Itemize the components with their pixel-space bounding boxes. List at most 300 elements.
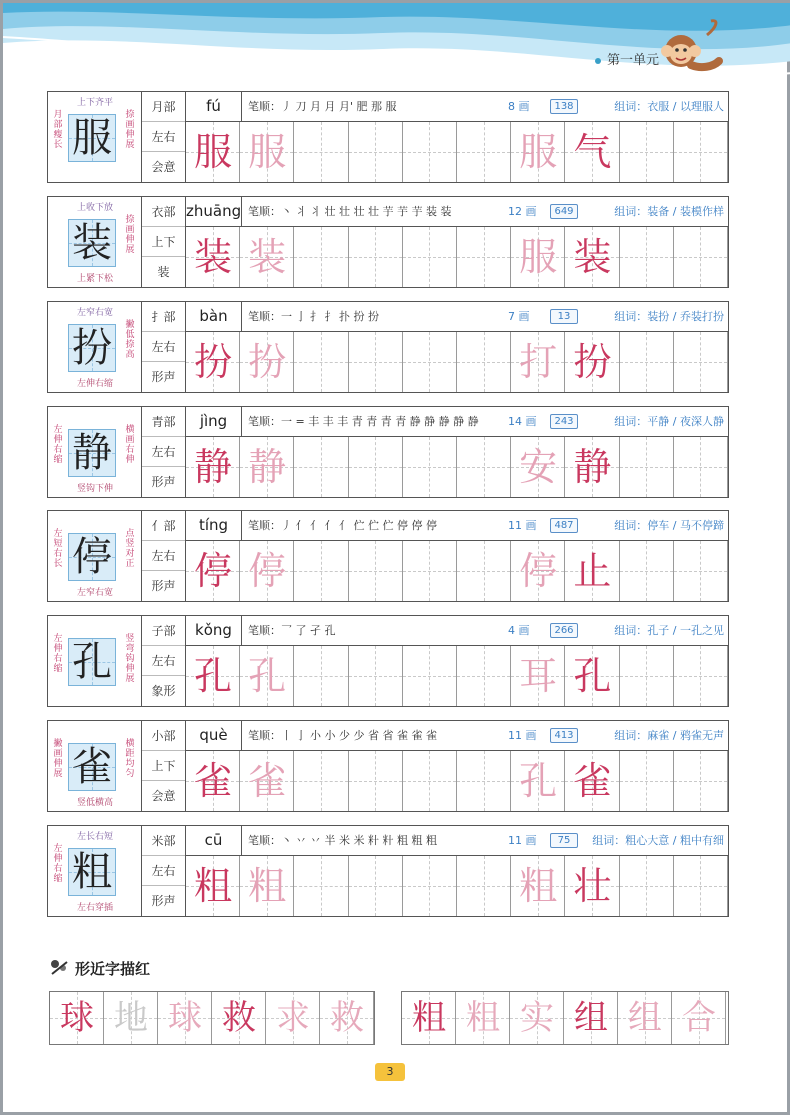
grid-character: 静: [248, 445, 287, 489]
pinyin: cū: [186, 826, 242, 856]
main-character-box: [48, 511, 142, 601]
writing-cell[interactable]: [511, 541, 565, 601]
main-character-box: [48, 302, 142, 392]
word-examples: 组词：平静 / 夜深人静: [614, 415, 724, 428]
writing-cell[interactable]: [186, 332, 240, 392]
writing-grid: [186, 332, 728, 392]
writing-cell[interactable]: [620, 332, 674, 392]
writing-cell[interactable]: [457, 856, 511, 916]
writing-tip-left: 左伸右缩: [53, 844, 63, 884]
stroke-info-row: [186, 302, 728, 332]
writing-tip-right: 撇低捺高: [125, 320, 135, 360]
writing-cell[interactable]: [240, 856, 294, 916]
stroke-order: 笔顺：丨 亅 小 小 少 少 省 省 雀 雀 雀: [248, 729, 437, 742]
practice-cell[interactable]: [618, 992, 672, 1044]
character-info-column: [142, 407, 186, 497]
main-character-box: [48, 197, 142, 287]
writing-tip-top: 上收下放: [76, 203, 113, 213]
writing-grid: [186, 751, 728, 811]
grid-character: 服: [519, 130, 558, 174]
radical-label: 月部: [142, 92, 185, 122]
grid-character: [294, 332, 348, 392]
main-character: 服: [72, 115, 112, 161]
grid-character: 扮: [573, 340, 612, 384]
stroke-count: 11 画: [508, 834, 537, 847]
practice-cell[interactable]: [50, 992, 104, 1044]
character-entry: [47, 825, 729, 917]
stroke-order: 笔顺：乛 了 孑 孔: [248, 624, 336, 637]
practice-cell[interactable]: [402, 992, 456, 1044]
writing-cell[interactable]: [403, 856, 457, 916]
grid-character: 装: [573, 235, 612, 279]
grid-character: 停: [519, 549, 558, 593]
stroke-count: 4 画: [508, 624, 530, 637]
writing-cell[interactable]: [349, 227, 403, 287]
writing-cell[interactable]: [565, 437, 619, 497]
monkey-mascot-icon: [661, 17, 723, 79]
stroke-info-row: [186, 407, 728, 437]
writing-tip-left: 撇画伸展: [53, 739, 63, 779]
writing-grid: [186, 856, 728, 916]
writing-cell[interactable]: [403, 541, 457, 601]
writing-cell[interactable]: [186, 856, 240, 916]
word-examples: 组词：麻雀 / 鸦雀无声: [614, 729, 724, 742]
practice-character: 救: [222, 998, 256, 1038]
stroke-order: 笔顺：丶 丷 丷 半 米 米 籵 籵 粗 粗 粗: [248, 834, 437, 847]
grid-character: [674, 122, 728, 182]
writing-grid: [186, 122, 728, 182]
main-character: 粗: [72, 849, 112, 895]
grid-character: [403, 541, 457, 601]
writing-cell[interactable]: [294, 541, 348, 601]
radical-label: 子部: [142, 616, 185, 646]
practice-character: 球: [168, 998, 202, 1038]
writing-grid: [186, 227, 728, 287]
grid-character: [349, 646, 403, 706]
writing-cell[interactable]: [457, 332, 511, 392]
writing-cell[interactable]: [457, 227, 511, 287]
practice-group-2: [401, 991, 729, 1045]
writing-cell[interactable]: [186, 541, 240, 601]
writing-cell[interactable]: [565, 646, 619, 706]
formation-label: 象形: [151, 684, 176, 698]
dictionary-page-badge: 138: [550, 99, 578, 114]
word-examples: 组词：装备 / 装模作样: [614, 205, 724, 218]
grid-character: 雀: [248, 759, 287, 803]
practice-character: 粗: [466, 998, 500, 1038]
dictionary-page-badge: 243: [550, 414, 578, 429]
writing-cell[interactable]: [403, 227, 457, 287]
writing-tip-left: 左短右长: [53, 529, 63, 569]
main-character-box: [48, 721, 142, 811]
writing-cell[interactable]: [403, 646, 457, 706]
main-character: 静: [72, 430, 112, 476]
writing-cell[interactable]: [294, 332, 348, 392]
writing-tip-bottom: 左右穿插: [76, 903, 113, 913]
writing-cell[interactable]: [240, 122, 294, 182]
practice-group-1: [49, 991, 375, 1045]
writing-tip-top: 左窄右宽: [76, 308, 113, 318]
radical-label: 衣部: [142, 197, 185, 227]
grid-character: [349, 332, 403, 392]
writing-cell[interactable]: [620, 856, 674, 916]
grid-character: 静: [193, 445, 232, 489]
grid-character: [620, 227, 674, 287]
writing-tip-top: 上下齐平: [76, 98, 113, 108]
writing-cell[interactable]: [240, 541, 294, 601]
grid-character: 扮: [193, 340, 232, 384]
practice-character: 地: [114, 998, 148, 1038]
structure-label: 左右: [142, 122, 185, 152]
formation-label: 会意: [151, 789, 176, 803]
grid-character: 打: [519, 340, 558, 384]
stroke-order: 笔顺：丿 亻 亻 亻 亻 伫 伫 伫 停 停 停: [248, 519, 437, 532]
writing-tip-right: 捺画伸展: [125, 110, 135, 150]
character-info-column: [142, 197, 186, 287]
writing-cell[interactable]: [403, 122, 457, 182]
writing-tip-top: 左长右短: [76, 832, 113, 842]
writing-cell[interactable]: [620, 122, 674, 182]
grid-character: 静: [573, 445, 612, 489]
writing-cell[interactable]: [457, 541, 511, 601]
writing-cell[interactable]: [294, 437, 348, 497]
pinyin: què: [186, 721, 242, 751]
formation-label: 形声: [151, 370, 176, 384]
writing-grid: [186, 646, 728, 706]
writing-cell[interactable]: [294, 856, 348, 916]
grid-character: 孔: [573, 654, 612, 698]
dictionary-page-badge: 649: [550, 204, 578, 219]
grid-character: [349, 122, 403, 182]
grid-character: [403, 437, 457, 497]
page-number-badge: 3: [375, 1063, 405, 1081]
writing-cell[interactable]: [186, 122, 240, 182]
writing-cell[interactable]: [349, 751, 403, 811]
character-entry: [47, 406, 729, 498]
grid-character: [620, 751, 674, 811]
dictionary-page-badge: 413: [550, 728, 578, 743]
stroke-info-row: [186, 197, 728, 227]
character-info-column: [142, 92, 186, 182]
grid-character: 扮: [248, 340, 287, 384]
stroke-count: 11 画: [508, 729, 537, 742]
grid-character: [674, 541, 728, 601]
practice-character: 实: [520, 998, 554, 1038]
writing-cell[interactable]: [511, 856, 565, 916]
grid-character: [674, 751, 728, 811]
grid-character: [457, 332, 511, 392]
radical-label: 亻部: [142, 511, 185, 541]
practice-cell[interactable]: [456, 992, 510, 1044]
writing-cell[interactable]: [457, 646, 511, 706]
writing-cell[interactable]: [511, 437, 565, 497]
writing-cell[interactable]: [240, 646, 294, 706]
writing-cell[interactable]: [674, 541, 728, 601]
writing-cell[interactable]: [565, 122, 619, 182]
writing-tip-bottom: 竖钩下伸: [76, 484, 113, 494]
pencil-flower-icon: [49, 958, 71, 978]
practice-character: 救: [330, 998, 364, 1038]
writing-tip-left: 左伸右缩: [53, 425, 63, 465]
pinyin: zhuāng: [186, 197, 242, 227]
stroke-count: 8 画: [508, 100, 530, 113]
writing-cell[interactable]: [403, 332, 457, 392]
writing-cell[interactable]: [403, 437, 457, 497]
writing-cell[interactable]: [457, 751, 511, 811]
grid-character: [457, 646, 511, 706]
writing-cell[interactable]: [186, 646, 240, 706]
writing-tip-bottom: 左窄右宽: [76, 588, 113, 598]
writing-cell[interactable]: [349, 332, 403, 392]
stroke-order: 笔顺：一 亅 扌 扌 扑 扮 扮: [248, 310, 379, 323]
practice-cell[interactable]: [320, 992, 374, 1044]
grid-character: [403, 751, 457, 811]
writing-cell[interactable]: [349, 646, 403, 706]
grid-character: 装: [248, 235, 287, 279]
grid-character: [457, 437, 511, 497]
practice-character: 球: [60, 998, 94, 1038]
grid-character: [674, 227, 728, 287]
writing-tip-left: 左伸右缩: [53, 634, 63, 674]
word-examples: 组词：衣服 / 以理服人: [614, 100, 724, 113]
grid-character: [457, 541, 511, 601]
stroke-info-row: [186, 616, 728, 646]
grid-character: [620, 541, 674, 601]
main-character: 雀: [72, 744, 112, 790]
structure-label: 上下: [142, 227, 185, 257]
grid-character: 粗: [248, 864, 287, 908]
writing-cell[interactable]: [674, 856, 728, 916]
grid-character: [294, 856, 348, 916]
stroke-info-row: [186, 92, 728, 122]
character-info-column: [142, 302, 186, 392]
grid-character: 粗: [519, 864, 558, 908]
writing-cell[interactable]: [511, 646, 565, 706]
character-info-column: [142, 511, 186, 601]
stroke-order: 笔顺：丶 丬 丬 壮 壮 壮 壮 芋 芋 芋 装 装: [248, 205, 452, 218]
writing-cell[interactable]: [403, 751, 457, 811]
writing-grid: [186, 541, 728, 601]
writing-grid: [186, 437, 728, 497]
structure-label: 左右: [142, 437, 185, 467]
dictionary-page-badge: 75: [550, 833, 578, 848]
grid-character: [403, 227, 457, 287]
stroke-info-row: [186, 511, 728, 541]
writing-cell[interactable]: [565, 332, 619, 392]
main-character-box: [48, 92, 142, 182]
grid-character: [620, 122, 674, 182]
grid-character: [620, 332, 674, 392]
writing-cell[interactable]: [294, 122, 348, 182]
grid-character: [294, 227, 348, 287]
writing-cell[interactable]: [349, 541, 403, 601]
main-character: 停: [72, 534, 112, 580]
character-entry: [47, 196, 729, 288]
writing-tip-bottom: 左伸右缩: [76, 379, 113, 389]
grid-character: 停: [248, 549, 287, 593]
writing-tip-right: 捺画伸展: [125, 215, 135, 255]
practice-cell[interactable]: [212, 992, 266, 1044]
grid-character: 服: [193, 130, 232, 174]
main-character-box: [48, 826, 142, 916]
writing-cell[interactable]: [240, 332, 294, 392]
formation-label: 装: [157, 265, 170, 279]
dictionary-page-badge: 13: [550, 309, 578, 324]
dictionary-page-badge: 487: [550, 518, 578, 533]
grid-character: [457, 227, 511, 287]
writing-cell[interactable]: [674, 437, 728, 497]
grid-character: 粗: [193, 864, 232, 908]
grid-character: [349, 437, 403, 497]
structure-label: 上下: [142, 751, 185, 781]
writing-cell[interactable]: [674, 646, 728, 706]
grid-character: [457, 751, 511, 811]
stroke-order: 笔顺：丿 刀 月 月 月' 肥 那 服: [248, 100, 397, 113]
character-entry: [47, 510, 729, 602]
writing-cell[interactable]: [511, 751, 565, 811]
character-info-column: [142, 826, 186, 916]
writing-cell[interactable]: [294, 646, 348, 706]
writing-cell[interactable]: [240, 437, 294, 497]
practice-cell[interactable]: [104, 992, 158, 1044]
pinyin: fú: [186, 92, 242, 122]
writing-cell[interactable]: [240, 751, 294, 811]
grid-character: 安: [519, 445, 558, 489]
practice-cell[interactable]: [564, 992, 618, 1044]
writing-cell[interactable]: [511, 227, 565, 287]
pinyin: kǒng: [186, 616, 242, 646]
practice-character: 求: [276, 998, 310, 1038]
writing-cell[interactable]: [674, 332, 728, 392]
writing-cell[interactable]: [511, 122, 565, 182]
grid-character: [674, 437, 728, 497]
writing-cell[interactable]: [620, 541, 674, 601]
pinyin: tíng: [186, 511, 242, 541]
grid-character: 气: [573, 130, 612, 174]
formation-label: 形声: [151, 579, 176, 593]
grid-character: 服: [519, 235, 558, 279]
stroke-count: 11 画: [508, 519, 537, 532]
grid-character: 壮: [573, 864, 612, 908]
practice-cell[interactable]: [158, 992, 212, 1044]
writing-cell[interactable]: [565, 751, 619, 811]
character-entry: [47, 615, 729, 707]
word-examples: 组词：孔子 / 一孔之见: [614, 624, 724, 637]
main-character-box: [48, 407, 142, 497]
writing-cell[interactable]: [565, 227, 619, 287]
writing-cell[interactable]: [620, 227, 674, 287]
practice-character: 粗: [412, 998, 446, 1038]
character-entry: [47, 91, 729, 183]
word-examples: 组词：停车 / 马不停蹄: [614, 519, 724, 532]
writing-cell[interactable]: [620, 646, 674, 706]
grid-character: 雀: [193, 759, 232, 803]
grid-character: [620, 437, 674, 497]
writing-cell[interactable]: [186, 437, 240, 497]
writing-cell[interactable]: [565, 856, 619, 916]
radical-label: 米部: [142, 826, 185, 856]
character-info-column: [142, 721, 186, 811]
structure-label: 左右: [142, 541, 185, 571]
writing-cell[interactable]: [565, 541, 619, 601]
writing-cell[interactable]: [457, 122, 511, 182]
grid-character: [620, 646, 674, 706]
radical-label: 青部: [142, 407, 185, 437]
grid-character: [294, 122, 348, 182]
stroke-count: 12 画: [508, 205, 537, 218]
stroke-order: 笔顺：一 = 丰 丰 丰 青 青 青 青 静 静 静 静 静: [248, 415, 479, 428]
grid-character: [674, 646, 728, 706]
writing-cell[interactable]: [294, 227, 348, 287]
writing-cell[interactable]: [240, 227, 294, 287]
grid-character: 停: [193, 549, 232, 593]
practice-cell[interactable]: [510, 992, 564, 1044]
grid-character: [457, 122, 511, 182]
writing-cell[interactable]: [511, 332, 565, 392]
grid-character: [349, 541, 403, 601]
writing-cell[interactable]: [674, 227, 728, 287]
main-character: 孔: [72, 639, 112, 685]
practice-cell[interactable]: [266, 992, 320, 1044]
main-character: 装: [72, 220, 112, 266]
writing-cell[interactable]: [457, 437, 511, 497]
writing-cell[interactable]: [349, 122, 403, 182]
writing-cell[interactable]: [620, 751, 674, 811]
character-entry: [47, 301, 729, 393]
grid-character: [403, 332, 457, 392]
practice-character: 合: [682, 998, 716, 1038]
writing-cell[interactable]: [674, 751, 728, 811]
writing-cell[interactable]: [349, 437, 403, 497]
grid-character: 孔: [248, 654, 287, 698]
grid-character: 耳: [519, 654, 558, 698]
radical-label: 扌部: [142, 302, 185, 332]
writing-cell[interactable]: [186, 751, 240, 811]
grid-character: 止: [573, 549, 612, 593]
grid-character: [403, 856, 457, 916]
bullet-dot-icon: [595, 58, 601, 64]
formation-label: 形声: [151, 894, 176, 908]
writing-cell[interactable]: [294, 751, 348, 811]
dictionary-page-badge: 266: [550, 623, 578, 638]
grid-character: [674, 332, 728, 392]
writing-tip-bottom: 竖低横高: [76, 798, 113, 808]
writing-cell[interactable]: [620, 437, 674, 497]
pinyin: bàn: [186, 302, 242, 332]
practice-character: 组: [628, 998, 662, 1038]
grid-character: [620, 856, 674, 916]
practice-character: 组: [574, 998, 608, 1038]
grid-character: 孔: [193, 654, 232, 698]
structure-label: 左右: [142, 646, 185, 676]
grid-character: [403, 646, 457, 706]
character-entry: [47, 720, 729, 812]
stroke-info-row: [186, 826, 728, 856]
writing-tip-left: 月部瘦长: [53, 110, 63, 150]
formation-label: 会意: [151, 160, 176, 174]
writing-cell[interactable]: [349, 856, 403, 916]
grid-character: [294, 541, 348, 601]
structure-label: 左右: [142, 332, 185, 362]
practice-cell[interactable]: [672, 992, 726, 1044]
writing-cell[interactable]: [674, 122, 728, 182]
writing-cell[interactable]: [186, 227, 240, 287]
stroke-count: 14 画: [508, 415, 537, 428]
character-info-column: [142, 616, 186, 706]
structure-label: 左右: [142, 856, 185, 886]
word-examples: 组词：粗心大意 / 粗中有细: [592, 834, 724, 847]
grid-character: 孔: [519, 759, 558, 803]
